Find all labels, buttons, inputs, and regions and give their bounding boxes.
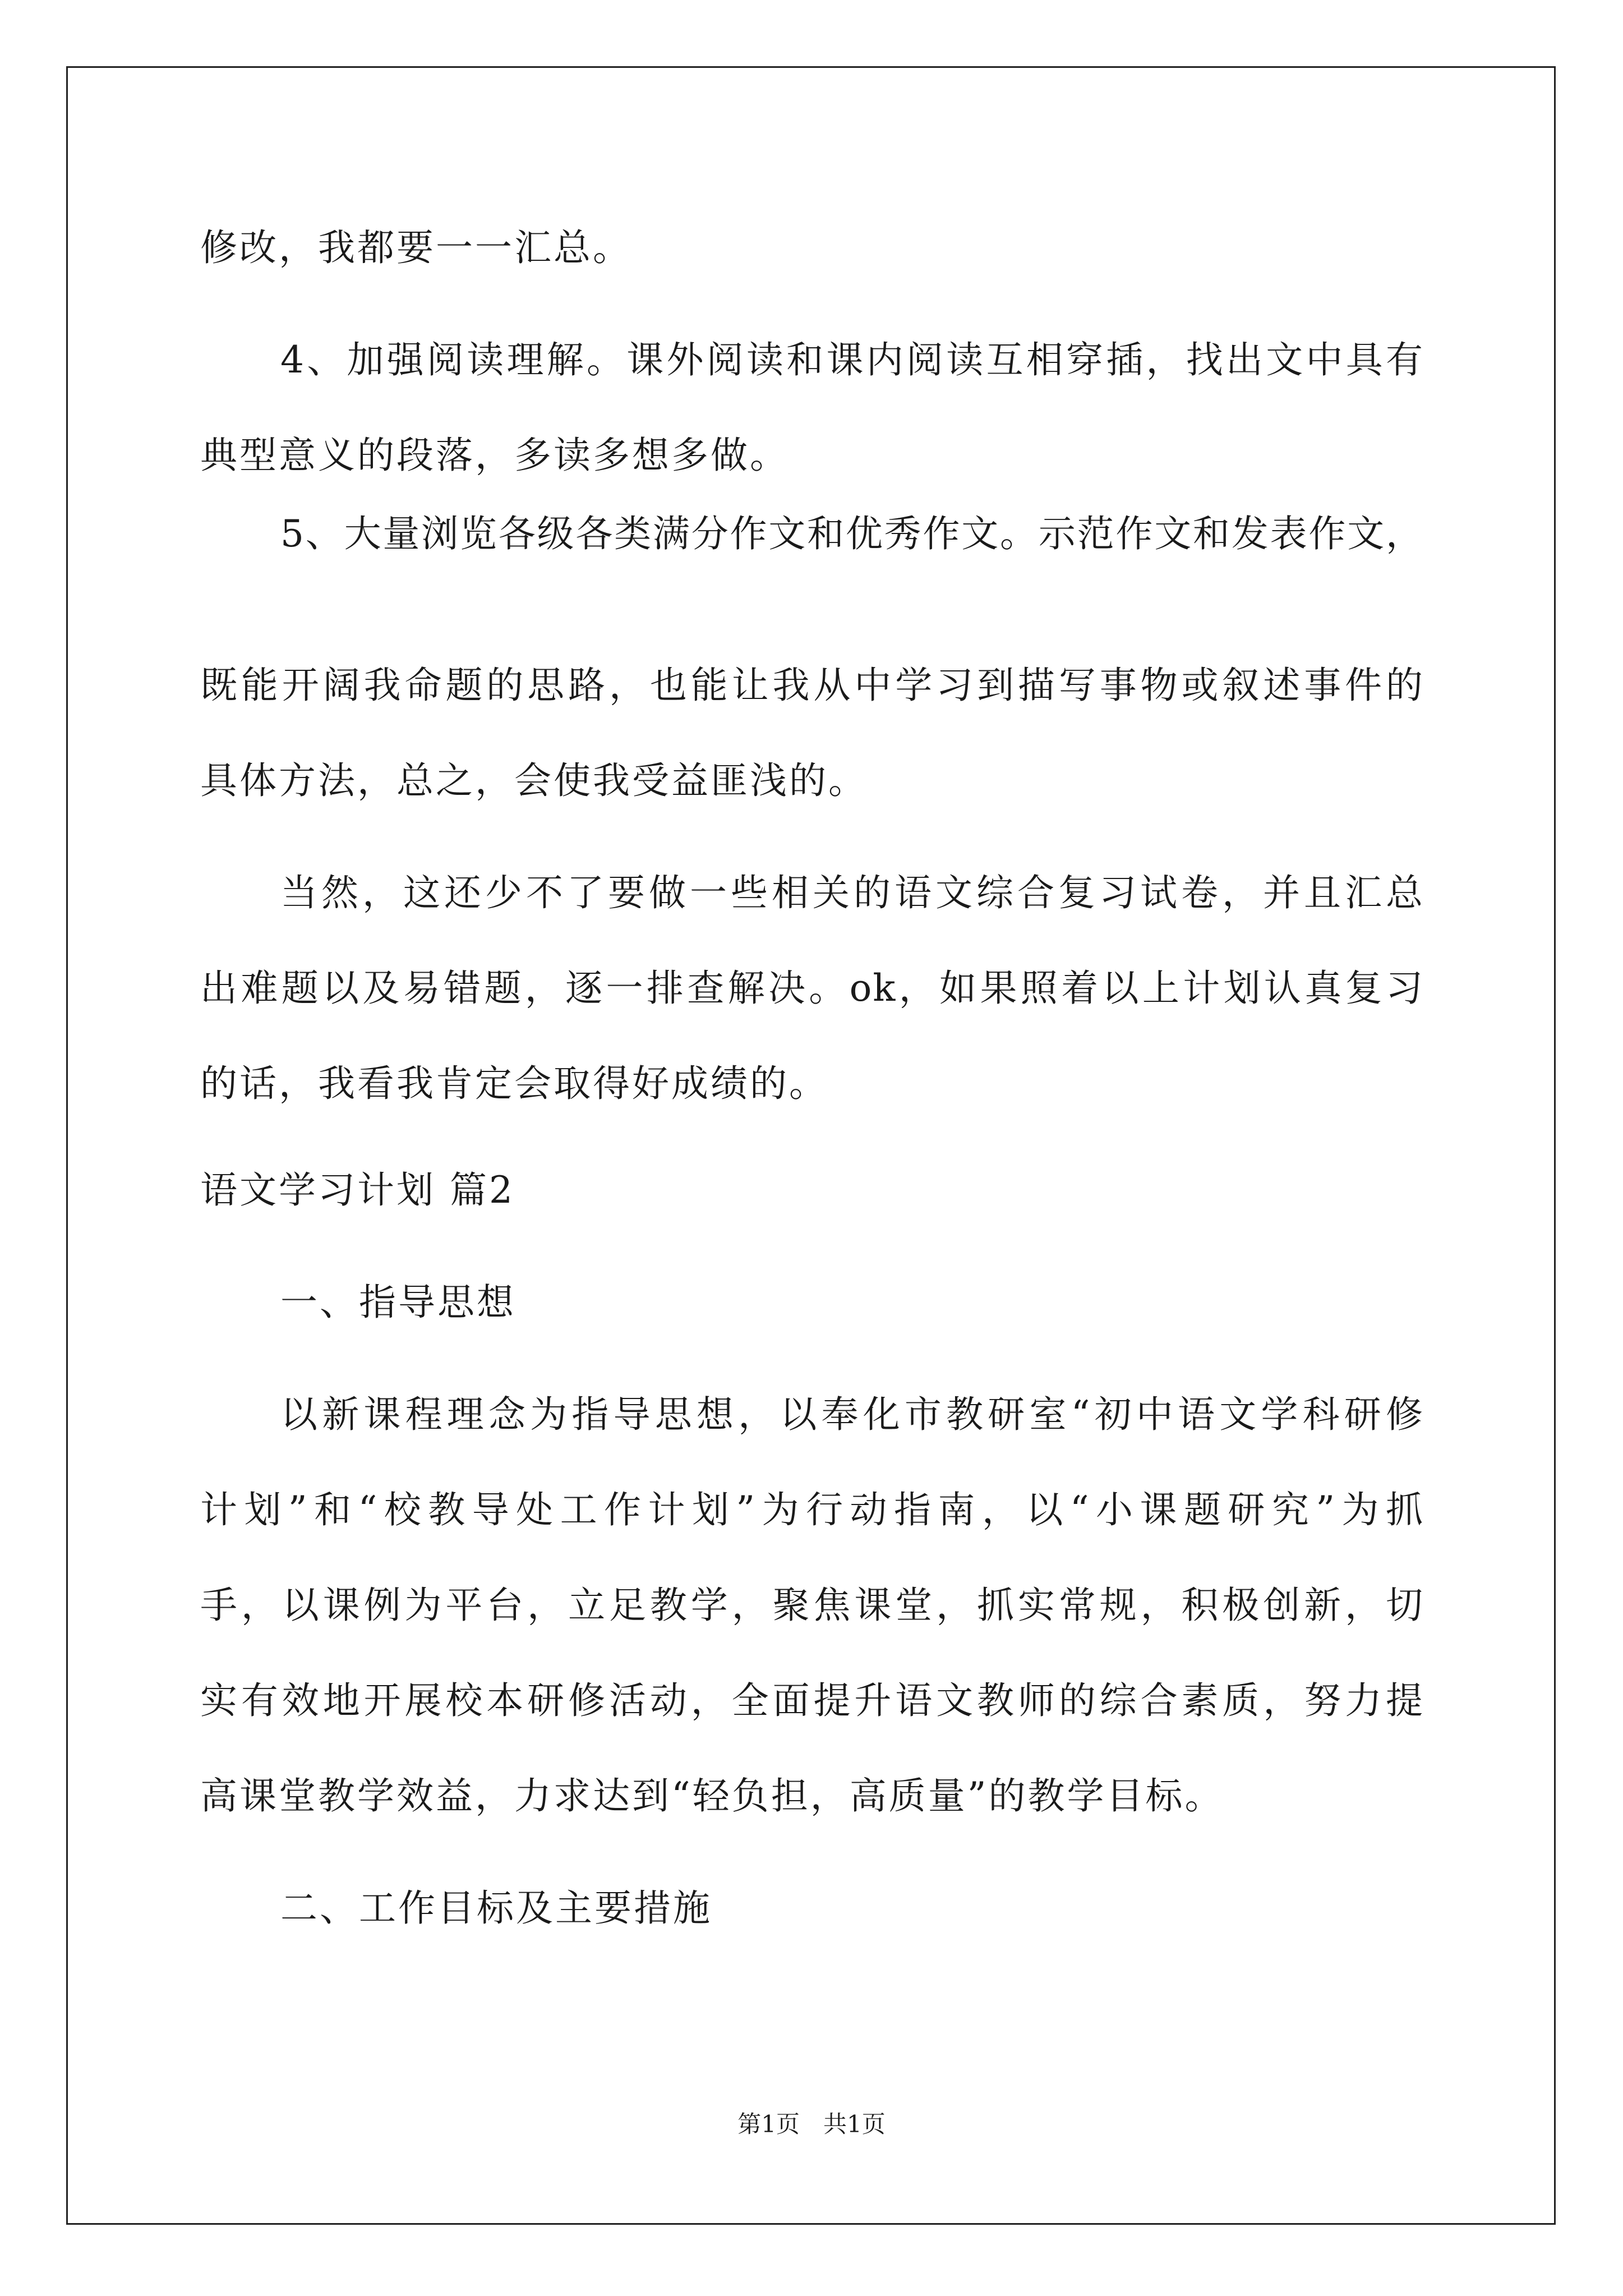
subsection-heading: 二、工作目标及主要措施 <box>280 1887 712 1930</box>
text-line: 修改，我都要一一汇总。 <box>200 226 632 269</box>
text-line: 当然，这还少不了要做一些相关的语文综合复习试卷，并且汇总 <box>280 871 1424 914</box>
text-line: 实有效地开展校本研修活动，全面提升语文教师的综合素质，努力提 <box>200 1679 1424 1722</box>
text-line: 计划”和“校教导处工作计划”为行动指南，以“小课题研究”为抓 <box>200 1488 1424 1531</box>
page-number-footer: 第1页 共1页 <box>737 2110 886 2138</box>
text-line: 4、加强阅读理解。课外阅读和课内阅读互相穿插，找出文中具有 <box>280 338 1424 381</box>
text-line: 以新课程理念为指导思想，以奉化市教研室“初中语文学科研修 <box>280 1393 1424 1436</box>
text-line: 具体方法，总之，会使我受益匪浅的。 <box>200 759 868 802</box>
text-line: 手，以课例为平台，立足教学，聚焦课堂，抓实常规，积极创新，切 <box>200 1584 1424 1627</box>
text-line: 典型意义的段落，多读多想多做。 <box>200 434 789 477</box>
subsection-heading: 一、指导思想 <box>280 1281 516 1324</box>
text-line: 出难题以及易错题，逐一排查解决。ok，如果照着以上计划认真复习 <box>200 967 1424 1010</box>
text-line: 既能开阔我命题的思路，也能让我从中学习到描写事物或叙述事件的 <box>200 664 1424 707</box>
text-line: 的话，我看我肯定会取得好成绩的。 <box>200 1062 828 1105</box>
section-heading: 语文学习计划 篇2 <box>200 1168 515 1212</box>
text-line: 5、大量浏览各级各类满分作文和优秀作文。示范作文和发表作文， <box>280 512 1424 555</box>
text-line: 高课堂教学效益，力求达到“轻负担，高质量”的教学目标。 <box>200 1774 1224 1818</box>
